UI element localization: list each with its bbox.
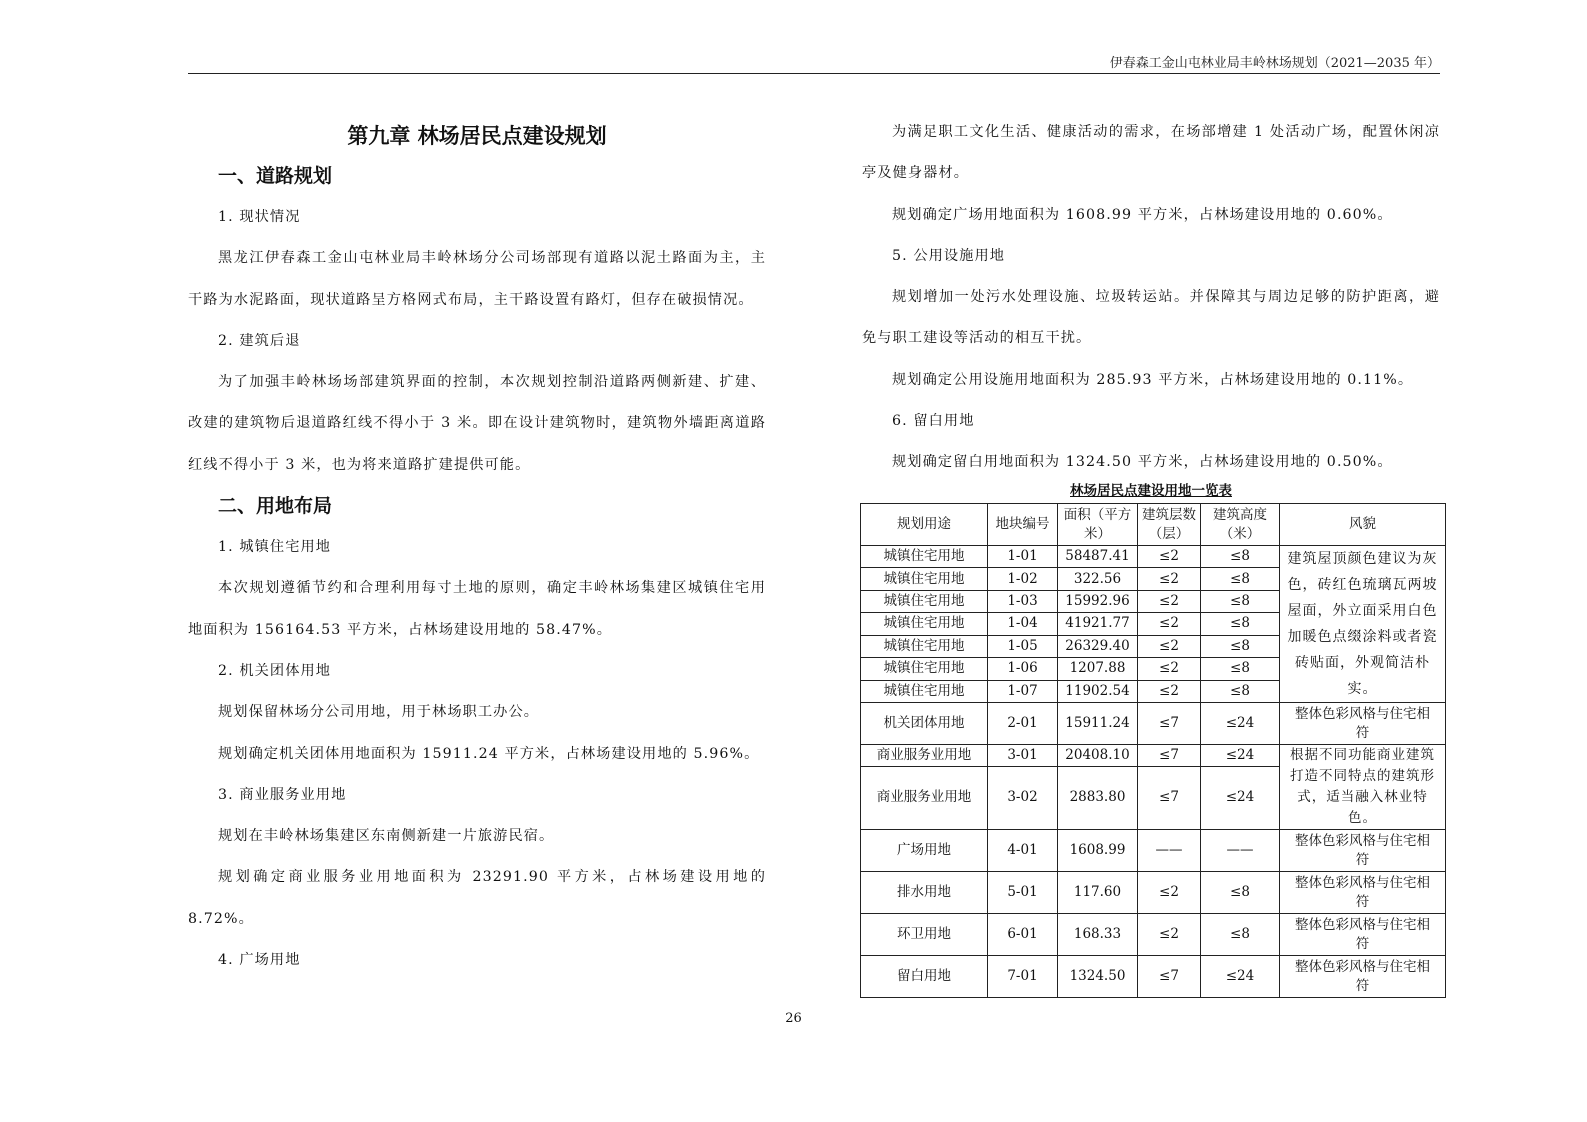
cell-height: ≤8 xyxy=(1201,872,1280,914)
table-header-cell: 建筑高度（米） xyxy=(1201,504,1280,546)
cell-use: 城镇住宅用地 xyxy=(861,590,988,612)
cell-area: 1608.99 xyxy=(1058,830,1138,872)
cell-area: 15992.96 xyxy=(1058,590,1138,612)
paragraph: 规划在丰岭林场集建区东南侧新建一片旅游民宿。 xyxy=(218,828,555,845)
cell-height: ≤8 xyxy=(1201,680,1280,702)
right-column xyxy=(862,112,1440,501)
cell-code: 1-06 xyxy=(988,658,1058,680)
cell-height: —— xyxy=(1201,830,1280,872)
paragraph: 为了加强丰岭林场场部建筑界面的控制，本次规划控制沿道路两侧新建、扩建、改建的建筑物后退道路红线不得小于 3 米。即在设计建筑物时，建筑物外墙距离道路红线不得小于 3 米，也为将来道路扩建提供可能。 xyxy=(188,374,766,473)
paragraph: 本次规划遵循节约和合理利用每寸土地的原则，确定丰岭林场集建区城镇住宅用地面积为 156164.53 平方米，占林场建设用地的 58.47%。 xyxy=(188,580,766,638)
cell-use: 城镇住宅用地 xyxy=(861,613,988,635)
cell-use: 广场用地 xyxy=(861,830,988,872)
cell-style: 整体色彩风格与住宅相符 xyxy=(1280,830,1446,872)
cell-area: 117.60 xyxy=(1058,872,1138,914)
cell-height: ≤24 xyxy=(1201,766,1280,830)
cell-floors: ≤7 xyxy=(1138,745,1201,767)
table-header-cell: 规划用途 xyxy=(861,504,988,546)
subsection-title: 2. 机关团体用地 xyxy=(218,662,332,679)
subsection-title: 2. 建筑后退 xyxy=(218,332,301,349)
cell-floors: ≤2 xyxy=(1138,635,1201,657)
cell-area: 322.56 xyxy=(1058,568,1138,590)
cell-floors: ≤2 xyxy=(1138,680,1201,702)
cell-style: 整体色彩风格与住宅相符 xyxy=(1280,956,1446,998)
table-header-cell: 地块编号 xyxy=(988,504,1058,546)
cell-area: 58487.41 xyxy=(1058,546,1138,568)
section-road-title: 一、道路规划 xyxy=(218,165,333,187)
table-header-cell: 面积（平方米） xyxy=(1058,504,1138,546)
cell-area: 11902.54 xyxy=(1058,680,1138,702)
cell-use: 商业服务业用地 xyxy=(861,766,988,830)
subsection-title: 4. 广场用地 xyxy=(218,952,301,969)
subsection-title: 6. 留白用地 xyxy=(892,413,975,430)
paragraph: 为满足职工文化生活、健康活动的需求，在场部增建 1 处活动广场，配置休闲凉亭及健身器材。 xyxy=(862,124,1440,182)
document-header: 伊春森工金山屯林业局丰岭林场规划（2021—2035 年） xyxy=(1109,56,1440,71)
cell-height: ≤24 xyxy=(1201,703,1280,745)
chapter-title: 第九章 林场居民点建设规划 xyxy=(347,124,607,148)
cell-use: 商业服务业用地 xyxy=(861,745,988,767)
table-row xyxy=(861,872,1446,914)
cell-floors: ≤2 xyxy=(1138,546,1201,568)
cell-height: ≤8 xyxy=(1201,914,1280,956)
paragraph: 规划确定商业服务业用地面积为 23291.90 平方米，占林场建设用地的 8.72%。 xyxy=(188,869,766,927)
cell-style: 建筑屋顶颜色建议为灰色，砖红色琉璃瓦两坡屋面，外立面采用白色加暖色点缀涂料或者瓷砖贴面，外观简洁朴实。 xyxy=(1280,546,1446,703)
cell-floors: ≤2 xyxy=(1138,872,1201,914)
cell-code: 1-03 xyxy=(988,590,1058,612)
cell-height: ≤8 xyxy=(1201,613,1280,635)
land-use-table xyxy=(860,503,1446,998)
cell-height: ≤8 xyxy=(1201,546,1280,568)
cell-height: ≤24 xyxy=(1201,956,1280,998)
cell-use: 环卫用地 xyxy=(861,914,988,956)
cell-code: 1-07 xyxy=(988,680,1058,702)
paragraph: 规划确定留白用地面积为 1324.50 平方米，占林场建设用地的 0.50%。 xyxy=(892,454,1393,471)
cell-code: 1-02 xyxy=(988,568,1058,590)
cell-code: 2-01 xyxy=(988,703,1058,745)
paragraph: 规划确定广场用地面积为 1608.99 平方米，占林场建设用地的 0.60%。 xyxy=(892,206,1393,223)
table-row xyxy=(861,956,1446,998)
cell-code: 6-01 xyxy=(988,914,1058,956)
paragraph: 规划增加一处污水处理设施、垃圾转运站。并保障其与周边足够的防护距离，避免与职工建设等活动的相互干扰。 xyxy=(862,289,1440,347)
table-row xyxy=(861,830,1446,872)
cell-use: 排水用地 xyxy=(861,872,988,914)
cell-height: ≤8 xyxy=(1201,658,1280,680)
cell-height: ≤8 xyxy=(1201,590,1280,612)
subsection-title: 3. 商业服务业用地 xyxy=(218,786,347,803)
paragraph: 规划确定公用设施用地面积为 285.93 平方米，占林场建设用地的 0.11%。 xyxy=(892,371,1414,388)
cell-floors: ≤2 xyxy=(1138,613,1201,635)
cell-floors: ≤7 xyxy=(1138,956,1201,998)
cell-floors: ≤2 xyxy=(1138,568,1201,590)
cell-area: 20408.10 xyxy=(1058,745,1138,767)
table-header-row xyxy=(861,504,1446,546)
paragraph: 规划保留林场分公司用地，用于林场职工办公。 xyxy=(218,704,540,721)
cell-use: 城镇住宅用地 xyxy=(861,568,988,590)
cell-area: 41921.77 xyxy=(1058,613,1138,635)
cell-floors: ≤2 xyxy=(1138,658,1201,680)
cell-style: 整体色彩风格与住宅相符 xyxy=(1280,703,1446,745)
cell-height: ≤8 xyxy=(1201,635,1280,657)
page-number: 26 xyxy=(785,1011,802,1026)
cell-area: 2883.80 xyxy=(1058,766,1138,830)
cell-code: 7-01 xyxy=(988,956,1058,998)
cell-area: 168.33 xyxy=(1058,914,1138,956)
table-header-cell: 建筑层数（层） xyxy=(1138,504,1201,546)
table-row xyxy=(861,546,1446,568)
cell-style: 根据不同功能商业建筑打造不同特点的建筑形式，适当融入林业特色。 xyxy=(1280,745,1446,830)
cell-code: 3-02 xyxy=(988,766,1058,830)
section-land-title: 二、用地布局 xyxy=(218,495,333,518)
cell-use: 城镇住宅用地 xyxy=(861,635,988,657)
cell-code: 1-01 xyxy=(988,546,1058,568)
cell-code: 5-01 xyxy=(988,872,1058,914)
cell-floors: ≤7 xyxy=(1138,766,1201,830)
cell-use: 城镇住宅用地 xyxy=(861,680,988,702)
table-row xyxy=(861,914,1446,956)
cell-code: 4-01 xyxy=(988,830,1058,872)
cell-code: 1-05 xyxy=(988,635,1058,657)
subsection-title: 5. 公用设施用地 xyxy=(892,247,1006,264)
cell-area: 15911.24 xyxy=(1058,703,1138,745)
left-column xyxy=(188,112,766,981)
header-rule xyxy=(188,73,1440,74)
cell-floors: ≤2 xyxy=(1138,590,1201,612)
cell-area: 1207.88 xyxy=(1058,658,1138,680)
cell-area: 1324.50 xyxy=(1058,956,1138,998)
table-header-cell: 风貌 xyxy=(1280,504,1446,546)
cell-area: 26329.40 xyxy=(1058,635,1138,657)
cell-use: 留白用地 xyxy=(861,956,988,998)
table-row xyxy=(861,745,1446,767)
cell-floors: ≤2 xyxy=(1138,914,1201,956)
cell-code: 3-01 xyxy=(988,745,1058,767)
paragraph: 黑龙江伊春森工金山屯林业局丰岭林场分公司场部现有道路以泥土路面为主，主干路为水泥路面，现状道路呈方格网式布局，主干路设置有路灯，但存在破损情况。 xyxy=(188,250,766,308)
cell-height: ≤24 xyxy=(1201,745,1280,767)
table-title: 林场居民点建设用地一览表 xyxy=(1070,482,1232,499)
cell-use: 机关团体用地 xyxy=(861,703,988,745)
cell-use: 城镇住宅用地 xyxy=(861,546,988,568)
cell-use: 城镇住宅用地 xyxy=(861,658,988,680)
cell-code: 1-04 xyxy=(988,613,1058,635)
table-row xyxy=(861,703,1446,745)
cell-style: 整体色彩风格与住宅相符 xyxy=(1280,872,1446,914)
cell-style: 整体色彩风格与住宅相符 xyxy=(1280,914,1446,956)
paragraph: 规划确定机关团体用地面积为 15911.24 平方米，占林场建设用地的 5.96%。 xyxy=(218,745,760,762)
subsection-title: 1. 现状情况 xyxy=(218,209,301,225)
cell-floors: ≤7 xyxy=(1138,703,1201,745)
subsection-title: 1. 城镇住宅用地 xyxy=(218,539,332,556)
cell-floors: —— xyxy=(1138,830,1201,872)
cell-height: ≤8 xyxy=(1201,568,1280,590)
